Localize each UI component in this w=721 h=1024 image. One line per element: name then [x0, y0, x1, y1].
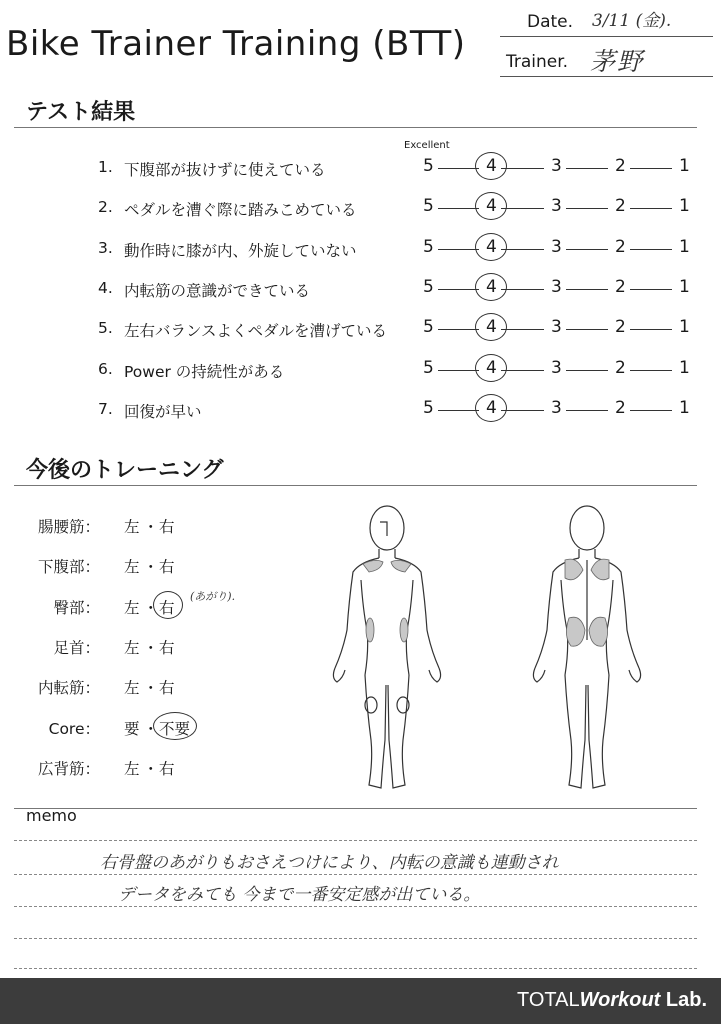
- option-separator: ・: [143, 719, 159, 738]
- future-training-heading: 今後のトレーニング: [26, 458, 224, 483]
- test-item-number: 4.: [98, 278, 113, 297]
- option-left: 要: [124, 719, 140, 738]
- scale-connector: [438, 208, 479, 209]
- memo-divider: [14, 808, 697, 809]
- test-item-text: ペダルを漕ぐ際に踏みこめている: [124, 201, 357, 220]
- scale-connector: [630, 208, 672, 209]
- section-divider: [14, 485, 697, 486]
- selected-score-circle: [475, 273, 507, 301]
- page-title: Bike Trainer Training (BTT): [6, 24, 466, 64]
- scale-connector: [501, 208, 544, 209]
- scale-value: 2: [615, 317, 626, 338]
- scale-connector: [630, 168, 672, 169]
- test-item-text: 動作時に膝が内、外旋していない: [124, 241, 357, 260]
- test-results-heading: テスト結果: [26, 100, 136, 125]
- training-label: 内転筋：: [37, 679, 100, 698]
- scale-value: 3: [551, 276, 562, 297]
- scale-value: 5: [423, 317, 434, 338]
- scale-value: 2: [615, 276, 626, 297]
- option-right: 右: [159, 679, 175, 698]
- scale-connector: [501, 168, 544, 169]
- scale-value: 5: [423, 276, 434, 297]
- body-front-figure: [325, 500, 450, 800]
- scale-value: 5: [423, 156, 434, 176]
- option-separator: ・: [143, 598, 159, 617]
- brand-bold: Workout: [579, 989, 661, 1011]
- scale-value: 2: [615, 196, 626, 217]
- option-separator: ・: [143, 518, 159, 536]
- scale-value: 4: [486, 357, 497, 378]
- scale-value: 5: [423, 236, 434, 257]
- selected-score-circle: [475, 313, 507, 341]
- scale-value: 4: [486, 317, 497, 338]
- option-right: 不要: [159, 719, 191, 738]
- date-label: Date.: [527, 12, 574, 32]
- scale-value: 1: [679, 236, 690, 257]
- option-left: 左: [124, 558, 140, 577]
- scale-value: 1: [679, 276, 690, 297]
- option-right: 右: [159, 638, 175, 657]
- selected-score-circle: [475, 394, 507, 422]
- scale-value: 4: [486, 196, 497, 217]
- option-separator: ・: [143, 759, 159, 778]
- scale-connector: [566, 289, 608, 290]
- selected-score-circle: [475, 354, 507, 382]
- brand-plain: TOTAL: [516, 989, 580, 1011]
- trainer-value: 茅野: [590, 47, 645, 76]
- scale-connector: [566, 168, 608, 169]
- scale-connector: [630, 410, 672, 411]
- scale-value: 1: [679, 397, 690, 418]
- training-label: 下腹部：: [37, 558, 100, 577]
- scale-value: 5: [423, 196, 434, 217]
- option-right: 右: [159, 759, 175, 778]
- scale-value: 3: [551, 397, 562, 418]
- test-item-text: 下腹部が抜けずに使えている: [124, 161, 326, 179]
- scale-connector: [566, 329, 608, 330]
- scale-connector: [566, 410, 608, 411]
- scale-connector: [501, 410, 544, 411]
- selected-score-circle: [475, 233, 507, 261]
- training-label: 臀部：: [53, 598, 100, 617]
- training-label: 腸腰筋：: [37, 518, 100, 536]
- scale-value: 1: [679, 156, 690, 176]
- trainer-underline: [500, 76, 713, 77]
- scale-connector: [630, 329, 672, 330]
- memo-line: [14, 968, 697, 969]
- test-item-text: 内転筋の意識ができている: [124, 281, 311, 300]
- test-item-number: 5.: [98, 319, 113, 338]
- date-value: 3/11 (金).: [592, 11, 672, 31]
- option-right: 右: [159, 558, 175, 577]
- scale-connector: [501, 289, 544, 290]
- training-label: Core：: [48, 719, 100, 738]
- selected-score-circle: [475, 192, 507, 220]
- test-item-number: 3.: [98, 238, 113, 257]
- memo-text-line-2: データをみても 今まで一番安定感が出ている。: [118, 885, 481, 905]
- scale-connector: [438, 370, 479, 371]
- scale-connector: [438, 168, 479, 169]
- scale-value: 4: [486, 236, 497, 257]
- memo-line: [14, 840, 697, 841]
- scale-connector: [438, 249, 479, 250]
- scale-value: 5: [423, 397, 434, 418]
- test-item-text: 回復が早い: [124, 402, 202, 421]
- test-item-text: Power の持続性がある: [124, 362, 285, 381]
- scale-connector: [501, 329, 544, 330]
- scale-value: 2: [615, 156, 626, 176]
- option-right: 右: [159, 518, 175, 536]
- scale-connector: [566, 249, 608, 250]
- scale-value: 5: [423, 357, 434, 378]
- scale-value: 3: [551, 357, 562, 378]
- scale-connector: [438, 289, 479, 290]
- brand-logo: [517, 989, 707, 1012]
- date-underline: [500, 36, 713, 37]
- scale-value: 1: [679, 357, 690, 378]
- option-left: 左: [124, 638, 140, 657]
- memo-line: [14, 938, 697, 939]
- scale-value: 4: [486, 156, 497, 176]
- scale-value: 2: [615, 357, 626, 378]
- scale-connector: [438, 410, 479, 411]
- scale-connector: [501, 370, 544, 371]
- test-item-number: 1.: [98, 158, 113, 176]
- handwritten-note: (あがり).: [190, 589, 236, 603]
- memo-line: [14, 906, 697, 907]
- trainer-label: Trainer.: [506, 52, 569, 72]
- selected-option-circle: [153, 712, 197, 740]
- scale-value: 3: [551, 317, 562, 338]
- option-left: 左: [124, 518, 140, 536]
- memo-text-line-1: 右骨盤のあがりもおさえつけにより、内転の意識も連動され: [100, 853, 559, 873]
- scale-value: 4: [486, 397, 497, 418]
- scale-value: 3: [551, 196, 562, 217]
- scale-value: 3: [551, 156, 562, 176]
- selected-score-circle: [475, 152, 507, 180]
- brand-tail: Lab.: [660, 989, 707, 1011]
- memo-line: [14, 874, 697, 875]
- test-item-number: 6.: [98, 359, 113, 378]
- scale-connector: [630, 249, 672, 250]
- scale-connector: [501, 249, 544, 250]
- scale-value: 4: [486, 276, 497, 297]
- scale-connector: [630, 289, 672, 290]
- memo-label: memo: [26, 806, 77, 825]
- test-item-text: 左右バランスよくペダルを漕げている: [124, 322, 388, 341]
- option-left: 左: [124, 679, 140, 698]
- scale-value: 1: [679, 317, 690, 338]
- section-divider: [14, 127, 697, 128]
- option-right: 右: [159, 598, 175, 617]
- selected-option-circle: [153, 591, 183, 619]
- test-item-number: 2.: [98, 198, 113, 217]
- scale-connector: [438, 329, 479, 330]
- option-left: 左: [124, 598, 140, 617]
- scale-value: 2: [615, 397, 626, 418]
- option-separator: ・: [143, 638, 159, 657]
- scale-value: 1: [679, 196, 690, 217]
- scale-value: 3: [551, 236, 562, 257]
- excellent-label: Excellent: [404, 140, 450, 151]
- scale-connector: [566, 208, 608, 209]
- training-label: 足首：: [53, 638, 100, 657]
- scale-value: 2: [615, 236, 626, 257]
- scale-connector: [566, 370, 608, 371]
- option-separator: ・: [143, 679, 159, 698]
- test-item-number: 7.: [98, 399, 113, 418]
- body-back-figure: [525, 500, 650, 800]
- option-separator: ・: [143, 558, 159, 577]
- option-left: 左: [124, 759, 140, 778]
- scale-connector: [630, 370, 672, 371]
- training-label: 広背筋：: [37, 759, 100, 778]
